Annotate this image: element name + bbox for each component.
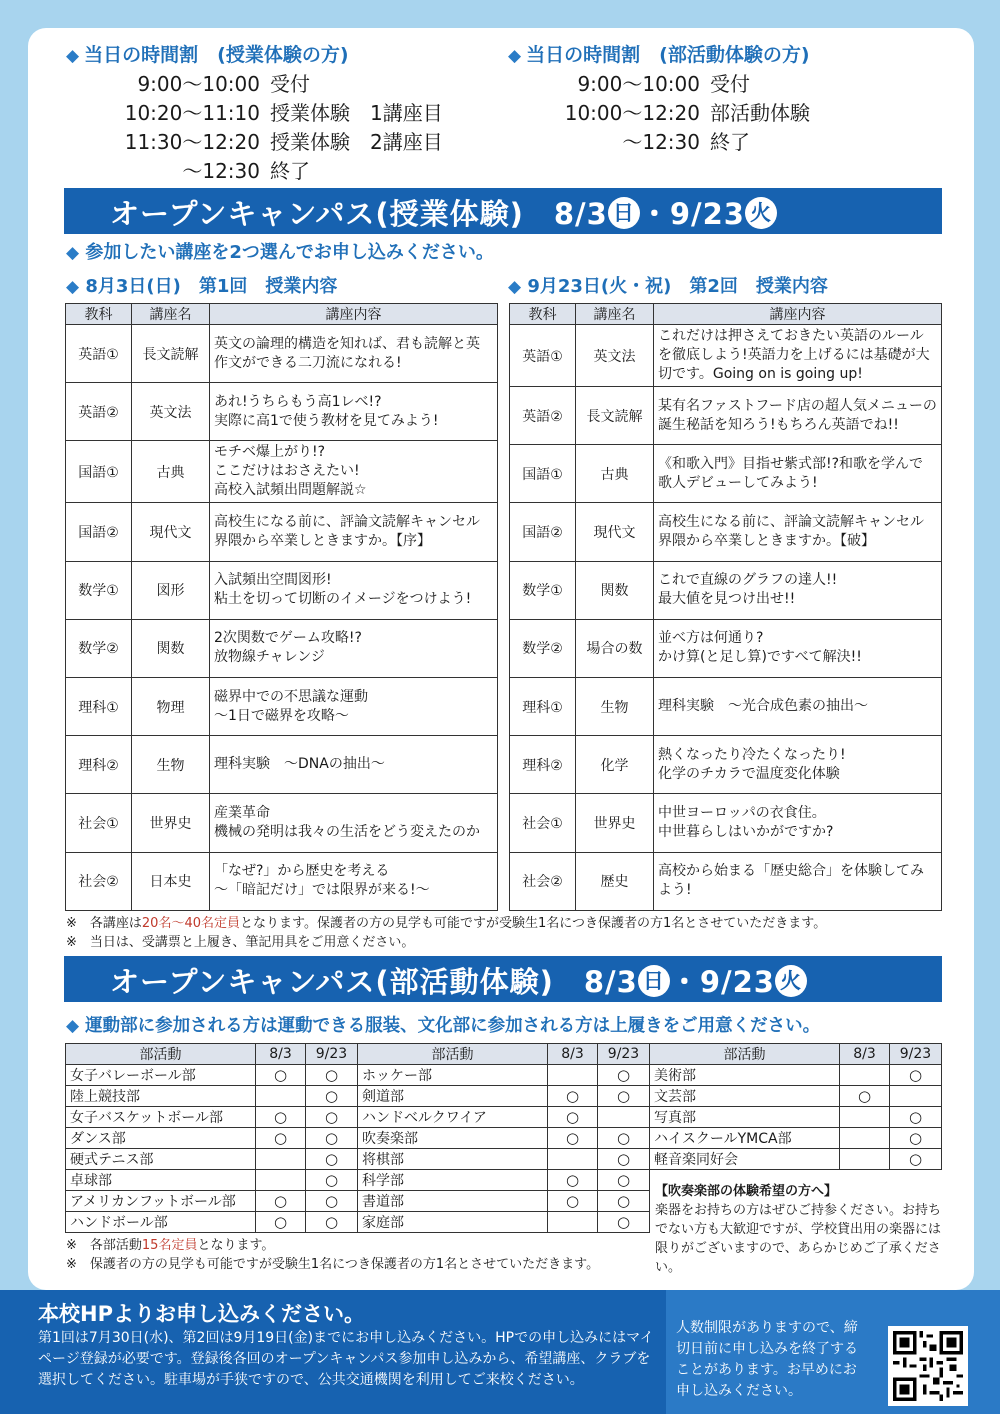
club-name: 吹奏楽部 xyxy=(358,1128,548,1149)
club-mark-d1: ○ xyxy=(548,1128,598,1149)
club-name: ダンス部 xyxy=(66,1128,256,1149)
table-row xyxy=(510,445,942,503)
apply-body: 第1回は7月30日(水)、第2回は9月19日(金)までにお申し込みください。HPでの申し込みにはマイページ登録が必要です。登録後各回のオープンキャンパス参加申し込みから、希望講座、クラブを選択してください。駐車場が手狭ですので、公共交通機関を利用してご来校ください。 xyxy=(38,1330,654,1388)
club-row xyxy=(650,1149,942,1170)
club-mark-d1: ○ xyxy=(256,1191,306,1212)
club-mark-d2: ○ xyxy=(306,1149,358,1170)
course-subject: 国語② xyxy=(66,503,132,561)
header-club: 部活動 xyxy=(358,1044,548,1065)
club-mark-d1: ○ xyxy=(256,1107,306,1128)
header-date2: 9/23 xyxy=(598,1044,650,1065)
course-content: 産業革命 機械の発明は我々の生活をどう変えたのか xyxy=(210,794,498,852)
schedule-time: 11:30～12:20 xyxy=(124,130,260,154)
club-mark-d1: ○ xyxy=(256,1065,306,1086)
footnote-guardian: ※ 保護者の方の見学も可能ですが受験生1名につき保護者の方1名とさせていただきます。 xyxy=(66,1257,600,1272)
club-mark-d2: ○ xyxy=(598,1170,650,1191)
club-mark-d1 xyxy=(548,1149,598,1170)
course-content: 理科実験 ～DNAの抽出～ xyxy=(210,736,498,794)
session1-heading: ◆ 8月3日(日) 第1回 授業内容 xyxy=(66,276,338,297)
course-name: 現代文 xyxy=(132,503,210,561)
course-name: 場合の数 xyxy=(576,619,654,677)
course-table-2 xyxy=(509,303,942,911)
course-content: 並べ方は何通り? かけ算(と足し算)ですべて解決!! xyxy=(654,619,942,677)
course-subject: 英語② xyxy=(66,383,132,441)
schedule-club xyxy=(530,68,930,168)
course-subject: 社会① xyxy=(510,794,576,852)
club-mark-d1: ○ xyxy=(256,1212,306,1233)
header-content: 講座内容 xyxy=(210,304,498,325)
schedule-desc: 受付 xyxy=(710,72,750,96)
schedule-time: 9:00～10:00 xyxy=(137,72,260,96)
table-row xyxy=(510,794,942,852)
footnote-club-capacity: ※ 各部活動15名定員となります。 xyxy=(66,1238,275,1253)
course-subject: 理科② xyxy=(66,736,132,794)
schedule-time: ～12:30 xyxy=(182,159,260,183)
table-row xyxy=(66,736,498,794)
course-subject: 数学② xyxy=(510,619,576,677)
club-mark-d2: ○ xyxy=(306,1086,358,1107)
club-mark-d1 xyxy=(548,1212,598,1233)
course-name: 世界史 xyxy=(132,794,210,852)
course-name: 英文法 xyxy=(576,325,654,387)
apply-side-panel xyxy=(666,1290,1000,1414)
course-content: 英文の論理的構造を知れば、君も読解と英作文ができる二刀流になれる! xyxy=(210,325,498,383)
course-subject: 英語② xyxy=(510,387,576,445)
header-date1: 8/3 xyxy=(548,1044,598,1065)
diamond-icon: ◆ xyxy=(508,46,522,66)
club-name: 剣道部 xyxy=(358,1086,548,1107)
course-subject: 社会② xyxy=(510,852,576,910)
table-row xyxy=(66,677,498,735)
club-name: ハイスクールYMCA部 xyxy=(650,1128,840,1149)
course-subject: 社会① xyxy=(66,794,132,852)
club-mark-d1: ○ xyxy=(548,1191,598,1212)
club-mark-d1 xyxy=(840,1149,890,1170)
apply-title: 本校HPよりお申し込みください。 xyxy=(38,1302,365,1326)
table-row xyxy=(66,794,498,852)
club-mark-d2: ○ xyxy=(306,1107,358,1128)
club-name: 文芸部 xyxy=(650,1086,840,1107)
course-name: 古典 xyxy=(132,441,210,503)
club-mark-d1 xyxy=(840,1065,890,1086)
header-date2: 9/23 xyxy=(306,1044,358,1065)
schedule-desc: 終了 xyxy=(270,159,310,183)
schedule-class-heading: ◆ 当日の時間割 (授業体験の方) xyxy=(66,44,349,66)
table-row xyxy=(66,325,498,383)
course-name: 日本史 xyxy=(132,852,210,910)
table-row xyxy=(510,503,942,561)
course-name: 英文法 xyxy=(132,383,210,441)
course-content: あれ!うちらもう高1レベ!? 実際に高1で使う教材を見てみよう! xyxy=(210,383,498,441)
club-row xyxy=(66,1107,358,1128)
club-mark-d1: ○ xyxy=(548,1086,598,1107)
schedule-time: 9:00～10:00 xyxy=(577,72,700,96)
course-content: 高校生になる前に、評論文読解キャンセル界隈から卒業しときますか。【破】 xyxy=(654,503,942,561)
course-subject: 国語② xyxy=(510,503,576,561)
club-row xyxy=(66,1086,358,1107)
club-mark-d2: ○ xyxy=(598,1086,650,1107)
table-row xyxy=(510,325,942,387)
course-content: モチベ爆上がり!? ここだけはおさえたい! 高校入試頻出問題解説☆ xyxy=(210,441,498,503)
course-subject: 理科① xyxy=(510,677,576,735)
club-mark-d2: ○ xyxy=(306,1212,358,1233)
header-course: 講座名 xyxy=(132,304,210,325)
apply-side-text: 人数制限がありますので、締切日前に申し込みを終了することがあります。お早めにお申し込みください。 xyxy=(676,1320,858,1399)
club-mark-d2: ○ xyxy=(306,1170,358,1191)
day-circle-tue: 火 xyxy=(775,965,807,997)
course-subject: 数学① xyxy=(66,561,132,619)
course-subject: 英語① xyxy=(510,325,576,387)
club-mark-d1 xyxy=(256,1086,306,1107)
apply-section xyxy=(0,1290,1000,1414)
footnote-capacity: ※ 各講座は20名～40名定員となります。保護者の方の見学も可能ですが受験生1名につき保護者の方1名とさせていただきます。 xyxy=(66,916,827,931)
club-mark-d1 xyxy=(840,1128,890,1149)
schedule-desc: 授業体験 1講座目 xyxy=(270,101,443,125)
day-circle-sun: 日 xyxy=(608,197,640,229)
diamond-icon: ◆ xyxy=(66,46,80,66)
club-name: 将棋部 xyxy=(358,1149,548,1170)
course-content: 理科実験 ～光合成色素の抽出～ xyxy=(654,677,942,735)
diamond-icon: ◆ xyxy=(66,1016,80,1036)
banner-club: オープンキャンパス(部活動体験) 8/3 日 ・9/23 火 xyxy=(64,956,942,1002)
header-club: 部活動 xyxy=(66,1044,256,1065)
club-row xyxy=(358,1212,650,1233)
course-content: 2次関数でゲーム攻略!? 放物線チャレンジ xyxy=(210,619,498,677)
course-subject: 数学① xyxy=(510,561,576,619)
course-name: 歴史 xyxy=(576,852,654,910)
brass-band-note xyxy=(655,1182,945,1277)
schedule-desc: 終了 xyxy=(710,130,750,154)
course-name: 世界史 xyxy=(576,794,654,852)
club-name: 陸上競技部 xyxy=(66,1086,256,1107)
course-content: これで直線のグラフの達人!! 最大値を見つけ出せ!! xyxy=(654,561,942,619)
course-name: 物理 xyxy=(132,677,210,735)
club-mark-d1 xyxy=(840,1107,890,1128)
club-mark-d1 xyxy=(256,1149,306,1170)
club-mark-d2: ○ xyxy=(598,1128,650,1149)
brass-band-title: 【吹奏楽部の体験希望の方へ】 xyxy=(655,1184,838,1199)
club-name: 硬式テニス部 xyxy=(66,1149,256,1170)
club-name: 女子バレーボール部 xyxy=(66,1065,256,1086)
schedule-time: 10:20～11:10 xyxy=(124,101,260,125)
course-subject: 国語① xyxy=(510,445,576,503)
footnote-bring: ※ 当日は、受講票と上履き、筆記用具をご用意ください。 xyxy=(66,935,415,950)
course-name: 古典 xyxy=(576,445,654,503)
course-content: 磁界中での不思議な運動 ～1日で磁界を攻略～ xyxy=(210,677,498,735)
club-mark-d1: ○ xyxy=(548,1170,598,1191)
qr-code-icon[interactable] xyxy=(888,1326,968,1406)
club-row xyxy=(358,1191,650,1212)
club-mark-d1: ○ xyxy=(256,1128,306,1149)
banner-class: オープンキャンパス(授業体験) 8/3 日 ・9/23 火 xyxy=(64,188,942,234)
club-mark-d2: ○ xyxy=(890,1065,942,1086)
club-row xyxy=(66,1170,358,1191)
table-row xyxy=(66,503,498,561)
table-row xyxy=(510,852,942,910)
table-row xyxy=(510,561,942,619)
header-date1: 8/3 xyxy=(256,1044,306,1065)
course-subject: 数学② xyxy=(66,619,132,677)
club-mark-d1: ○ xyxy=(548,1107,598,1128)
course-content: 中世ヨーロッパの衣食住。 中世暮らしはいかがですか? xyxy=(654,794,942,852)
club-row xyxy=(358,1170,650,1191)
course-subject: 理科② xyxy=(510,736,576,794)
day-circle-sun: 日 xyxy=(638,965,670,997)
club-name: ハンドベルクワイア xyxy=(358,1107,548,1128)
header-course: 講座名 xyxy=(576,304,654,325)
diamond-icon: ◆ xyxy=(508,277,522,297)
table-row xyxy=(510,619,942,677)
course-content: 高校生になる前に、評論文読解キャンセル界隈から卒業しときますか。【序】 xyxy=(210,503,498,561)
club-name: 書道部 xyxy=(358,1191,548,1212)
course-content: 高校から始まる「歴史総合」を体験してみよう! xyxy=(654,852,942,910)
club-mark-d2 xyxy=(890,1086,942,1107)
club-row xyxy=(650,1086,942,1107)
schedule-desc: 部活動体験 xyxy=(710,101,810,125)
note-clothing: ◆ 運動部に参加される方は運動できる服装、文化部に参加される方は上履きをご用意ください。 xyxy=(66,1016,821,1036)
course-name: 化学 xyxy=(576,736,654,794)
club-name: 美術部 xyxy=(650,1065,840,1086)
brass-band-body: 楽器をお持ちの方はぜひご持参ください。お持ちでない方も大歓迎ですが、学校貸出用の楽器には限りがございますので、あらかじめご了承ください。 xyxy=(655,1203,942,1275)
header-date2: 9/23 xyxy=(890,1044,942,1065)
course-name: 関数 xyxy=(576,561,654,619)
table-row xyxy=(510,677,942,735)
club-table-2 xyxy=(357,1043,650,1233)
table-row xyxy=(66,383,498,441)
club-name: 家庭部 xyxy=(358,1212,548,1233)
course-content: 「なぜ?」から歴史を考える ～「暗記だけ」では限界が来る!～ xyxy=(210,852,498,910)
course-content: 熱くなったり冷たくなったり! 化学のチカラで温度変化体験 xyxy=(654,736,942,794)
club-name: 女子バスケットボール部 xyxy=(66,1107,256,1128)
club-name: ホッケー部 xyxy=(358,1065,548,1086)
club-name: 科学部 xyxy=(358,1170,548,1191)
course-content: これだけは押さえておきたい英語のルールを徹底しよう!英語力を上げるには基礎が大切です。Going on is going up! xyxy=(654,325,942,387)
course-subject: 国語① xyxy=(66,441,132,503)
table-row xyxy=(66,441,498,503)
course-content: 某有名ファストフード店の超人気メニューの誕生秘話を知ろう!もちろん英語でね!! xyxy=(654,387,942,445)
club-row xyxy=(66,1191,358,1212)
club-mark-d2: ○ xyxy=(598,1191,650,1212)
club-mark-d1 xyxy=(548,1065,598,1086)
course-name: 現代文 xyxy=(576,503,654,561)
table-row xyxy=(510,387,942,445)
schedule-desc: 受付 xyxy=(270,72,310,96)
header-date1: 8/3 xyxy=(840,1044,890,1065)
course-name: 長文読解 xyxy=(576,387,654,445)
schedule-time: ～12:30 xyxy=(622,130,700,154)
club-table-1 xyxy=(65,1043,358,1233)
club-row xyxy=(358,1065,650,1086)
club-name: 軽音楽同好会 xyxy=(650,1149,840,1170)
club-mark-d1 xyxy=(256,1170,306,1191)
schedule-time: 10:00～12:20 xyxy=(564,101,700,125)
schedule-class xyxy=(90,68,490,188)
course-subject: 理科① xyxy=(66,677,132,735)
table-row xyxy=(66,561,498,619)
club-table-3 xyxy=(649,1043,942,1170)
table-row xyxy=(510,736,942,794)
course-table-1 xyxy=(65,303,498,911)
diamond-icon: ◆ xyxy=(66,277,80,297)
course-content: 入試頻出空間図形! 粘土を切って切断のイメージをつけよう! xyxy=(210,561,498,619)
schedule-desc: 授業体験 2講座目 xyxy=(270,130,443,154)
club-mark-d2 xyxy=(598,1107,650,1128)
club-row xyxy=(650,1107,942,1128)
day-circle-tue: 火 xyxy=(745,197,777,229)
club-row xyxy=(66,1212,358,1233)
club-name: ハンドボール部 xyxy=(66,1212,256,1233)
schedule-club-heading: ◆ 当日の時間割 (部活動体験の方) xyxy=(508,44,810,66)
header-club: 部活動 xyxy=(650,1044,840,1065)
course-name: 生物 xyxy=(132,736,210,794)
club-row xyxy=(66,1065,358,1086)
header-subject: 教科 xyxy=(66,304,132,325)
club-row xyxy=(650,1128,942,1149)
course-content: 《和歌入門》目指せ紫式部!?和歌を学んで歌人デビューしてみよう! xyxy=(654,445,942,503)
header-content: 講座内容 xyxy=(654,304,942,325)
club-name: 写真部 xyxy=(650,1107,840,1128)
club-mark-d2: ○ xyxy=(306,1128,358,1149)
club-mark-d2: ○ xyxy=(598,1065,650,1086)
club-mark-d2: ○ xyxy=(306,1065,358,1086)
table-row xyxy=(66,619,498,677)
club-name: アメリカンフットボール部 xyxy=(66,1191,256,1212)
club-mark-d1: ○ xyxy=(840,1086,890,1107)
course-subject: 社会② xyxy=(66,852,132,910)
course-name: 長文読解 xyxy=(132,325,210,383)
club-name: 卓球部 xyxy=(66,1170,256,1191)
club-mark-d2: ○ xyxy=(890,1149,942,1170)
course-name: 関数 xyxy=(132,619,210,677)
club-mark-d2: ○ xyxy=(306,1191,358,1212)
course-subject: 英語① xyxy=(66,325,132,383)
header-subject: 教科 xyxy=(510,304,576,325)
note-select-two: ◆ 参加したい講座を2つ選んでお申し込みください。 xyxy=(66,242,494,263)
club-row xyxy=(358,1107,650,1128)
club-row xyxy=(358,1086,650,1107)
club-mark-d2: ○ xyxy=(598,1212,650,1233)
club-row xyxy=(650,1065,942,1086)
session2-heading: ◆ 9月23日(火・祝) 第2回 授業内容 xyxy=(508,276,828,297)
club-row xyxy=(358,1149,650,1170)
club-row xyxy=(66,1149,358,1170)
table-row xyxy=(66,852,498,910)
club-mark-d2: ○ xyxy=(890,1128,942,1149)
club-row xyxy=(358,1128,650,1149)
club-row xyxy=(66,1128,358,1149)
course-name: 図形 xyxy=(132,561,210,619)
club-mark-d2: ○ xyxy=(890,1107,942,1128)
course-name: 生物 xyxy=(576,677,654,735)
diamond-icon: ◆ xyxy=(66,243,80,263)
club-mark-d2: ○ xyxy=(598,1149,650,1170)
